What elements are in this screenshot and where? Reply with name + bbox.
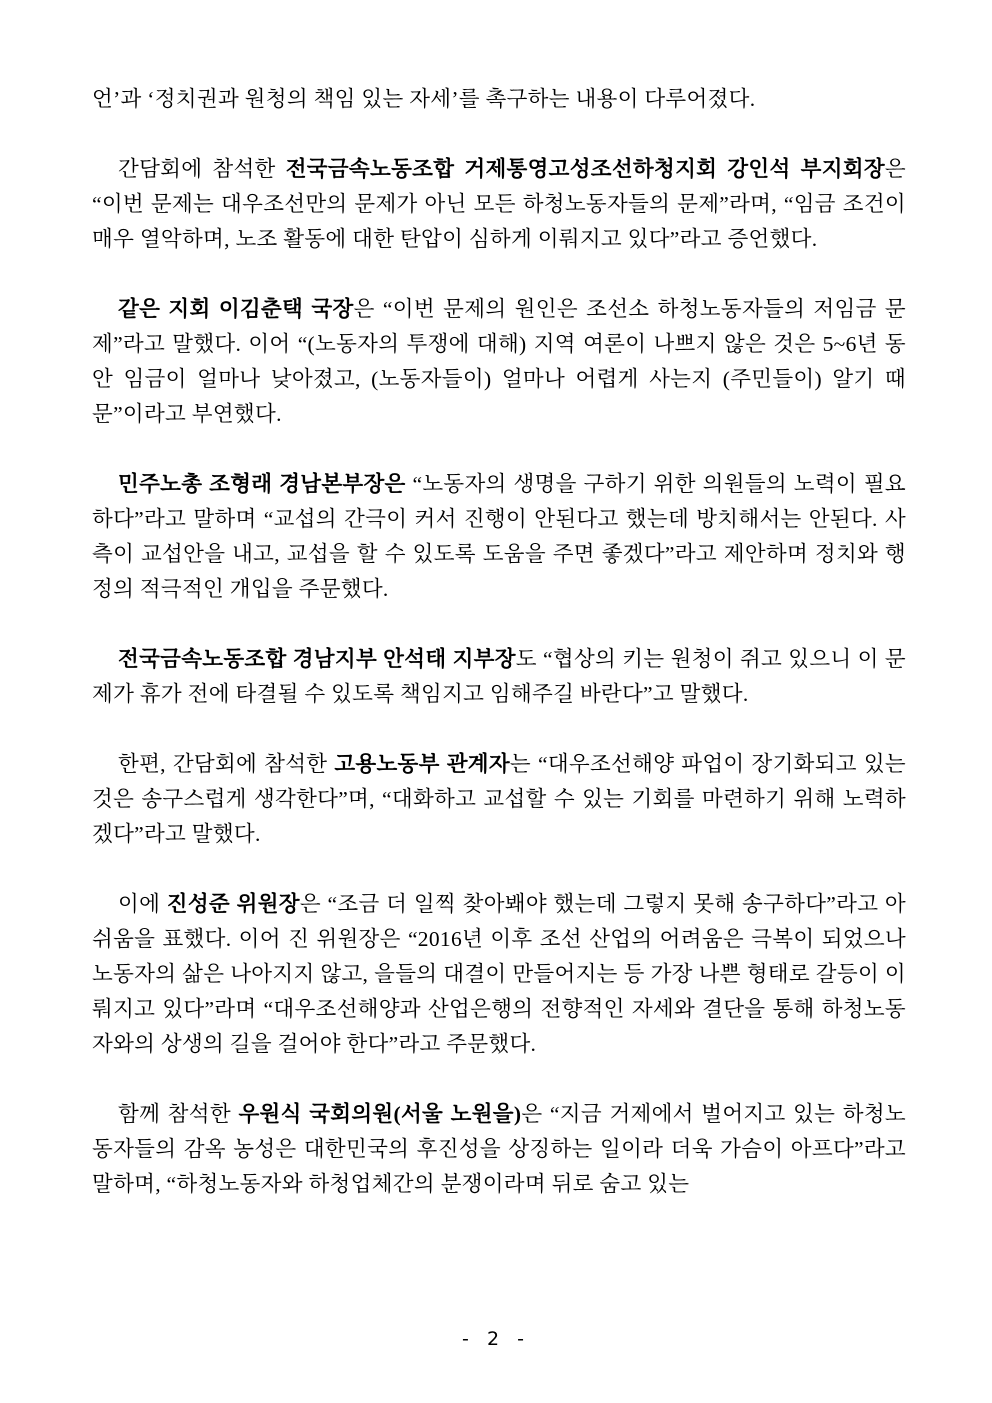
- text-run-bold: 우원식 국회의원(서울 노원을): [238, 1102, 522, 1126]
- text-run-bold: 민주노총 조형래 경남본부장은: [118, 472, 406, 496]
- paragraph-leekim-chuntaek: [92, 292, 906, 432]
- paragraph-an-seoktae: [92, 642, 906, 712]
- text-run: 언’과 ‘정치권과 원청의 책임 있는 자세’를 촉구하는 내용이 다루어졌다.: [92, 87, 756, 111]
- paragraph-kang-inseok: [92, 152, 906, 257]
- text-run: 이에: [118, 892, 167, 916]
- text-run: 는 “대우조선해양 파업이 장기화되고 있는 것은 송구스럽게 생각한다”며, “대화하고 교섭할 수 있는 기회를 마련하기 위해 노력하겠다”라고 말했다.: [92, 752, 906, 846]
- text-run-bold: 고용노동부 관계자: [334, 752, 510, 776]
- paragraph-continuation-top: [92, 82, 906, 117]
- text-run: 함께 참석한: [118, 1102, 239, 1126]
- document-body: [92, 82, 906, 1202]
- text-run: 도 “협상의 키는 원청이 쥐고 있으니 이 문제가 휴가 전에 타결될 수 있도록 책임지고 임해주길 바란다”고 말했다.: [92, 647, 906, 706]
- page-number: - 2 -: [462, 1328, 530, 1350]
- text-run-bold: 진성준 위원장: [166, 892, 300, 916]
- paragraph-woo-wonshik: [92, 1097, 906, 1202]
- text-run: 간담회에 참석한: [118, 157, 286, 181]
- text-run: 은 “이번 문제의 원인은 조선소 하청노동자들의 저임금 문제”라고 말했다. 이어 “(노동자의 투쟁에 대해) 지역 여론이 나쁘지 않은 것은 5~6년 동안 임금이 얼마나 낮아졌고, (노동자들이) 얼마나 어렵게 사는지 (주민들이) 알기 때문”이라고 부연했다.: [92, 297, 906, 426]
- text-run: 은 “이번 문제는 대우조선만의 문제가 아닌 모든 하청노동자들의 문제”라며, “임금 조건이 매우 열악하며, 노조 활동에 대한 탄압이 심하게 이뤄지고 있다”라고 증언했다.: [92, 157, 906, 251]
- text-run: 한편, 간담회에 참석한: [118, 752, 335, 776]
- text-run: “노동자의 생명을 구하기 위한 의원들의 노력이 필요하다”라고 말하며 “교섭의 간극이 커서 진행이 안된다고 했는데 방치해서는 안된다. 사측이 교섭안을 내고, 교섭을 할 수 있도록 도움을 주면 좋겠다”라고 제안하며 정치와 행정의 적극적인 개입을 주문했다.: [92, 472, 906, 601]
- text-run-bold: 전국금속노동조합 경남지부 안석태 지부장: [118, 647, 516, 671]
- text-run: 은 “지금 거제에서 벌어지고 있는 하청노동자들의 감옥 농성은 대한민국의 후진성을 상징하는 일이라 더욱 가슴이 아프다”라고 말하며, “하청노동자와 하청업체간의 분쟁이라며 뒤로 숨고 있는: [92, 1102, 907, 1196]
- text-run: 은 “조금 더 일찍 찾아봬야 했는데 그렇지 못해 송구하다”라고 아쉬움을 표했다. 이어 진 위원장은 “2016년 이후 조선 산업의 어려움은 극복이 되었으나 노동자의 삶은 나아지지 않고, 을들의 대결이 만들어지는 등 가장 나쁜 형태로 갈등이 이뤄지고 있다”라며 “대우조선해양과 산업은행의 전향적인 자세와 결단을 통해 하청노동자와의 상생의 길을 걸어야 한다”라고 주문했다.: [92, 892, 906, 1056]
- text-run-bold: 같은 지회 이김춘택 국장: [118, 297, 354, 321]
- paragraph-jo-hyeongrae: [92, 467, 906, 607]
- paragraph-moel-official: [92, 747, 906, 852]
- paragraph-jin-seongjun: [92, 887, 906, 1062]
- text-run-bold: 전국금속노동조합 거제통영고성조선하청지회 강인석 부지회장: [285, 157, 885, 181]
